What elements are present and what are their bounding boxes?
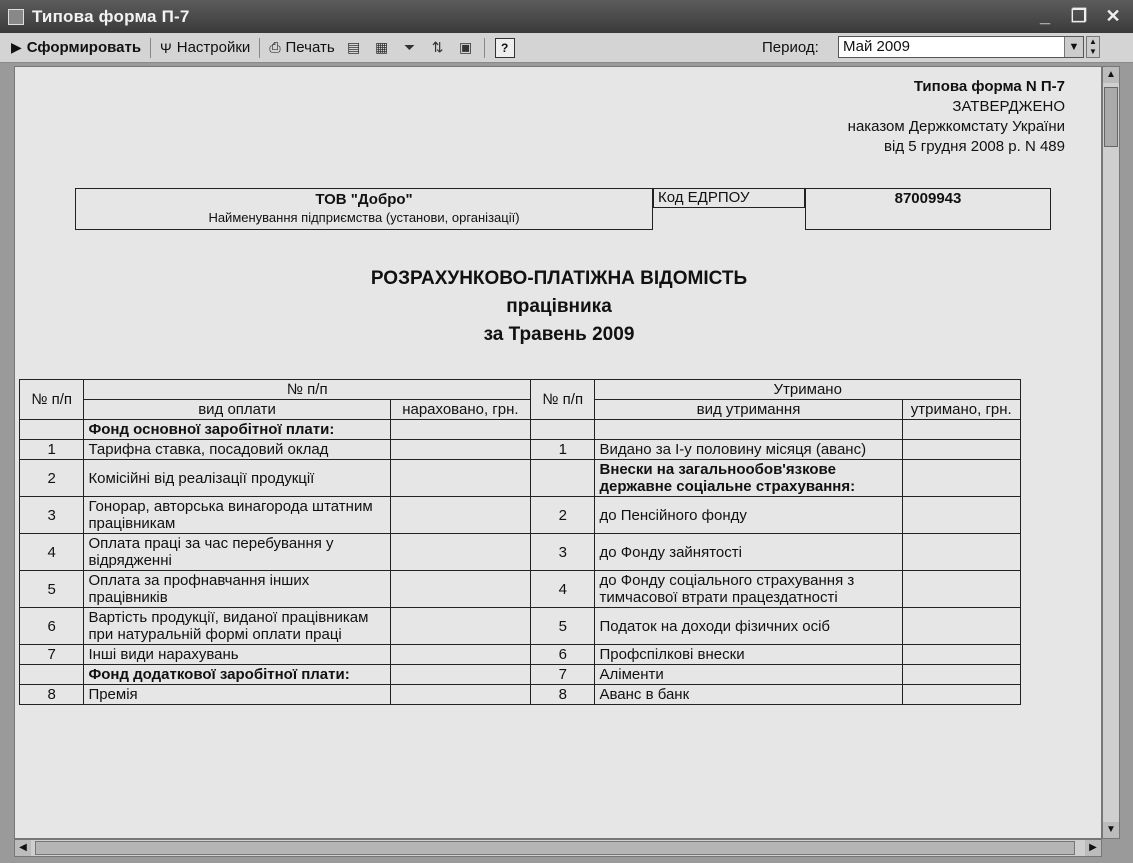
document-title-line3: за Травень 2009 <box>483 324 635 345</box>
deduction-amount <box>902 534 1021 571</box>
table-row <box>20 645 1021 665</box>
report-document <box>14 66 1102 839</box>
deduction-num: 2 <box>531 497 595 534</box>
accrual-type: Інші види нарахувань <box>84 645 390 665</box>
accrual-type: Оплата за профнавчання інших працівників <box>84 571 390 608</box>
deduction-amount <box>902 440 1021 460</box>
chevron-down-icon[interactable]: ▼ <box>1064 37 1083 57</box>
horizontal-scroll-thumb[interactable] <box>35 841 1075 855</box>
accrual-num <box>20 420 84 440</box>
accrual-type: Оплата праці за час перебування у відрядженні <box>84 534 390 571</box>
accrual-amount <box>390 534 530 571</box>
accrual-type: Вартість продукції, виданої працівникам при натуральній формі оплати праці <box>84 608 390 645</box>
organization-name: ТОВ "Добро" <box>315 191 413 208</box>
toolbar-separator <box>484 38 485 58</box>
deduction-amount <box>902 608 1021 645</box>
table-row <box>20 665 1021 685</box>
table-row <box>20 534 1021 571</box>
deduction-amount <box>902 497 1021 534</box>
toolbar-separator <box>259 38 260 58</box>
form-button-label: Сформировать <box>26 39 142 56</box>
vertical-scroll-thumb[interactable] <box>1104 87 1118 147</box>
table-row <box>20 460 1021 497</box>
deduction-type: Видано за І-у половину місяця (аванс) <box>595 440 902 460</box>
app-icon <box>8 9 24 25</box>
filter-icon[interactable]: ⏷ <box>404 39 416 55</box>
close-icon[interactable]: ✕ <box>1105 6 1121 26</box>
accrual-num: 1 <box>20 440 84 460</box>
accrual-type: Тарифна ставка, посадовий оклад <box>84 440 390 460</box>
save-icon[interactable]: ▣ <box>459 39 473 55</box>
play-icon: ▶ <box>11 39 22 55</box>
accrual-amount <box>390 497 530 534</box>
document-title-line2: працівника <box>506 296 612 317</box>
vertical-scrollbar[interactable] <box>1102 66 1120 839</box>
report-icon[interactable]: ▤ <box>347 39 361 55</box>
deduction-type: Профспілкові внески <box>595 645 902 665</box>
period-label: Период: <box>762 39 819 56</box>
organization-subtitle: Найменування підприємства (установи, організації) <box>208 210 520 225</box>
form-header <box>848 77 1065 157</box>
accrual-type: Комісійні від реалізації продукції <box>84 460 390 497</box>
form-header-title: Типова форма N П-7 <box>913 78 1065 95</box>
table-body <box>20 420 1021 705</box>
deduction-type <box>595 420 902 440</box>
deduction-amount <box>902 420 1021 440</box>
accrual-amount <box>390 665 530 685</box>
accrual-num: 7 <box>20 645 84 665</box>
accrual-num: 3 <box>20 497 84 534</box>
period-select[interactable] <box>838 36 1084 58</box>
accrual-num: 6 <box>20 608 84 645</box>
accrual-amount <box>390 645 530 665</box>
table-row <box>20 420 1021 440</box>
accrual-amount <box>390 420 530 440</box>
toolbar-separator <box>150 38 151 58</box>
window-titlebar <box>0 0 1133 33</box>
table-row <box>20 608 1021 645</box>
scroll-right-icon[interactable]: ▶ <box>1085 840 1101 856</box>
deduction-type: до Пенсійного фонду <box>595 497 902 534</box>
form-button[interactable] <box>6 35 146 61</box>
toolbar <box>0 33 1133 63</box>
accrual-num: 8 <box>20 685 84 705</box>
sort-icon[interactable]: ⇅ <box>431 39 444 55</box>
window-controls <box>1033 4 1125 28</box>
restore-icon[interactable]: ❐ <box>1070 6 1088 26</box>
table-row <box>20 497 1021 534</box>
deduction-amount <box>902 685 1021 705</box>
form-header-order: наказом Держкомстату України <box>847 118 1065 135</box>
deducted-group-header: Утримано <box>595 380 1021 400</box>
accrual-type: Фонд додаткової заробітної плати: <box>84 665 390 685</box>
deduction-amount <box>902 571 1021 608</box>
document-title-line1: РОЗРАХУНКОВО-ПЛАТІЖНА ВІДОМІСТЬ <box>370 268 748 289</box>
column-header-num: № п/п <box>20 380 84 420</box>
column-header-pay-type: вид оплати <box>84 400 390 420</box>
edrpou-value: 87009943 <box>805 188 1051 230</box>
table-row <box>20 440 1021 460</box>
scroll-down-icon[interactable]: ▼ <box>1103 822 1119 838</box>
horizontal-scrollbar[interactable] <box>14 839 1102 857</box>
form-header-approved: ЗАТВЕРДЖЕНО <box>952 98 1065 115</box>
deduction-amount <box>902 645 1021 665</box>
table-row <box>20 685 1021 705</box>
accrual-amount <box>390 685 530 705</box>
deduction-type: Аванс в банк <box>595 685 902 705</box>
deduction-type: Аліменти <box>595 665 902 685</box>
accrual-type: Фонд основної заробітної плати: <box>84 420 390 440</box>
column-header-num-2: № п/п <box>531 380 595 420</box>
document-title <box>15 265 1102 349</box>
deduction-type: Внески на загальнообов'язкове державне соціальне страхування: <box>595 460 902 497</box>
deduction-num: 7 <box>531 665 595 685</box>
deduction-amount <box>902 460 1021 497</box>
column-header-deduction-type: вид утримання <box>595 400 902 420</box>
column-header-accrued: нараховано, грн. <box>390 400 530 420</box>
deduction-num <box>531 420 595 440</box>
column-header-deducted: утримано, грн. <box>902 400 1021 420</box>
window-title: Типова форма П-7 <box>32 6 190 26</box>
accrual-type: Гонорар, авторська винагорода штатним працівникам <box>84 497 390 534</box>
table-row <box>20 571 1021 608</box>
edrpou-box <box>653 188 1053 230</box>
scroll-up-icon[interactable]: ▲ <box>1103 67 1119 83</box>
accrual-num: 5 <box>20 571 84 608</box>
deduction-type: Податок на доходи фізичних осіб <box>595 608 902 645</box>
deduction-num: 6 <box>531 645 595 665</box>
accrual-amount <box>390 571 530 608</box>
deduction-amount <box>902 665 1021 685</box>
deduction-num: 5 <box>531 608 595 645</box>
edrpou-label: Код ЕДРПОУ <box>653 188 805 208</box>
help-icon[interactable]: ? <box>495 38 515 58</box>
print-icon: ⎙ <box>269 39 281 55</box>
settings-icon: Ψ <box>160 39 172 56</box>
deduction-num: 8 <box>531 685 595 705</box>
accrual-amount <box>390 608 530 645</box>
minimize-icon[interactable]: _ <box>1039 6 1050 26</box>
period-value: Май 2009 <box>843 38 910 55</box>
payroll-table <box>19 379 1021 705</box>
deduction-num: 1 <box>531 440 595 460</box>
deduction-num <box>531 460 595 497</box>
accrued-group-header: № п/п <box>84 380 531 400</box>
form-header-date: від 5 грудня 2008 р. N 489 <box>884 138 1065 155</box>
period-spinner[interactable]: ▲ ▼ <box>1086 36 1100 58</box>
accrual-amount <box>390 440 530 460</box>
accrual-num: 4 <box>20 534 84 571</box>
print-button[interactable] <box>264 35 339 61</box>
accrual-num <box>20 665 84 685</box>
scroll-left-icon[interactable]: ◀ <box>15 840 31 856</box>
accrual-amount <box>390 460 530 497</box>
deduction-type: до Фонду зайнятості <box>595 534 902 571</box>
deduction-num: 3 <box>531 534 595 571</box>
deduction-num: 4 <box>531 571 595 608</box>
accrual-type: Премія <box>84 685 390 705</box>
table-icon[interactable]: ▦ <box>375 39 389 55</box>
organization-box <box>75 188 653 230</box>
accrual-num: 2 <box>20 460 84 497</box>
settings-button[interactable] <box>155 35 255 61</box>
print-button-label: Печать <box>285 39 335 56</box>
settings-button-label: Настройки <box>176 39 251 56</box>
deduction-type: до Фонду соціального страхування з тимчасової втрати працездатності <box>595 571 902 608</box>
